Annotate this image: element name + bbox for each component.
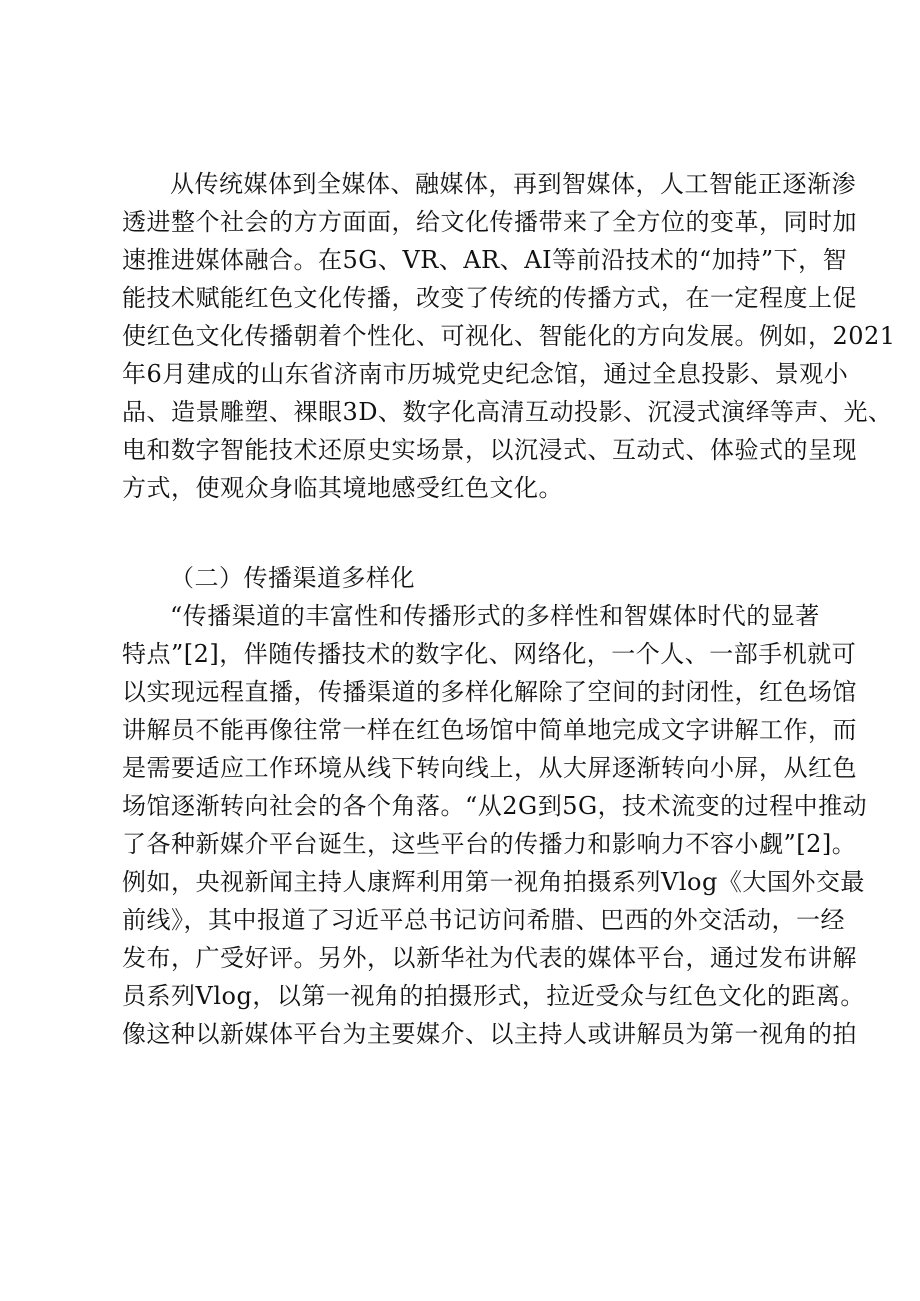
paragraph-diverse-channels — [122, 597, 868, 1053]
text-line: 发布，广受好评。另外，以新华社为代表的媒体平台，通过发布讲解 — [122, 944, 857, 972]
text-line: 电和数字智能技术还原史实场景，以沉浸式、互动式、体验式的呈现 — [122, 436, 857, 464]
text-line: 使红色文化传播朝着个性化、可视化、智能化的方向发展。例如，2021 — [122, 322, 896, 350]
text-line: 透进整个社会的方方面面，给文化传播带来了全方位的变革，同时加 — [122, 208, 857, 236]
section-heading-block — [122, 559, 798, 597]
text-line: 前线》，其中报道了习近平总书记访问希腊、巴西的外交活动，一经 — [122, 906, 845, 934]
text-line: 从传统媒体到全媒体、融媒体，再到智媒体，人工智能正逐渐渗 — [170, 170, 856, 198]
text-line: 以实现远程直播，传播渠道的多样化解除了空间的封闭性，红色场馆 — [122, 678, 857, 706]
text-line: 方式，使观众身临其境地感受红色文化。 — [122, 474, 563, 502]
text-line: “传播渠道的丰富性和传播形式的多样性和智媒体时代的显著 — [170, 602, 820, 630]
text-line: 像这种以新媒体平台为主要媒介、以主持人或讲解员为第一视角的拍 — [122, 1020, 857, 1048]
section-heading: （二）传播渠道多样化 — [170, 564, 415, 592]
text-line: 年6月建成的山东省济南市历城党史纪念馆，通过全息投影、景观小 — [122, 360, 849, 388]
text-line: 场馆逐渐转向社会的各个角落。“从2G到5G，技术流变的过程中推动 — [122, 792, 868, 820]
text-line: 品、造景雕塑、裸眼3D、数字化高清互动投影、沉浸式演绎等声、光、 — [122, 398, 893, 426]
text-line: 例如，央视新闻主持人康辉利用第一视角拍摄系列Vlog《大国外交最 — [122, 868, 865, 896]
text-line: 特点”[2]，伴随传播技术的数字化、网络化，一个人、一部手机就可 — [122, 640, 857, 668]
text-line: 是需要适应工作环境从线下转向线上，从大屏逐渐转向小屏，从红色 — [122, 754, 857, 782]
text-line: 讲解员不能再像往常一样在红色场馆中简单地完成文字讲解工作，而 — [122, 716, 857, 744]
text-line: 员系列Vlog，以第一视角的拍摄形式，拉近受众与红色文化的距离。 — [122, 982, 865, 1010]
text-line: 速推进媒体融合。在5G、VR、AR、AI等前沿技术的“加持”下，智 — [122, 246, 848, 274]
paragraph-intelligent-media — [122, 165, 896, 507]
text-line: 了各种新媒介平台诞生，这些平台的传播力和影响力不容小觑”[2]。 — [122, 830, 857, 858]
text-line: 能技术赋能红色文化传播，改变了传统的传播方式，在一定程度上促 — [122, 284, 857, 312]
